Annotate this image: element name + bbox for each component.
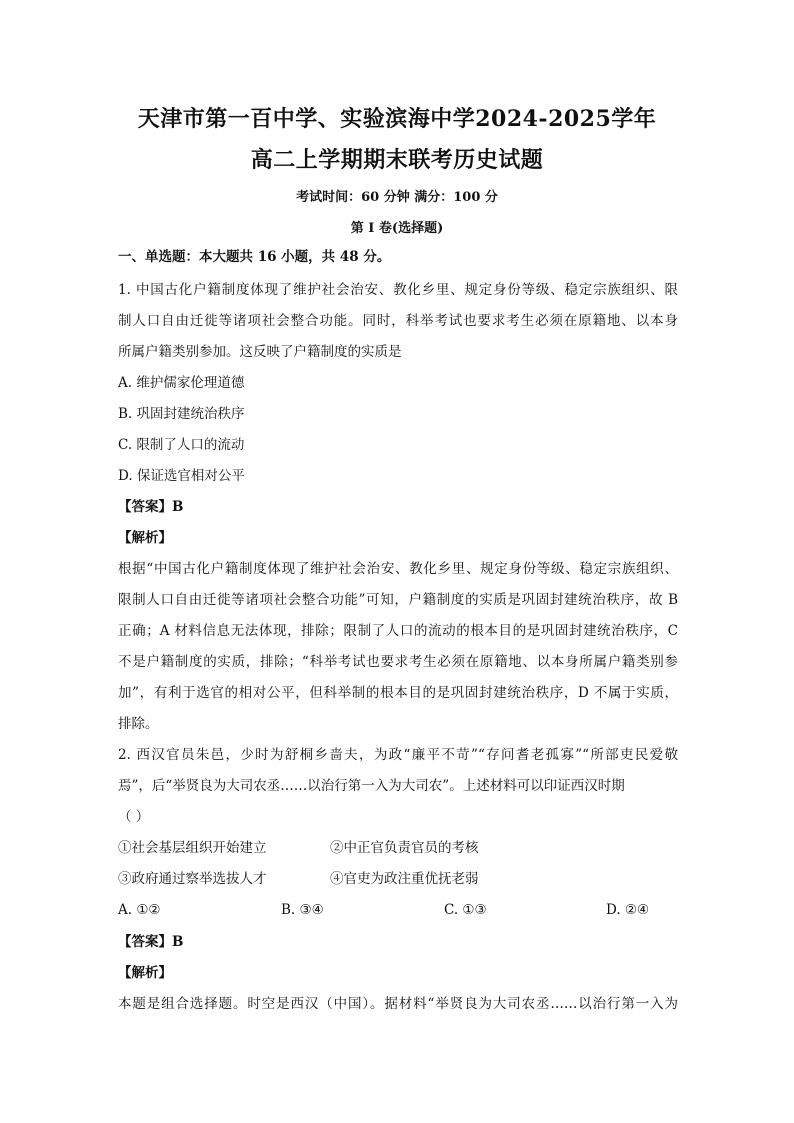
- section-heading: 一、单选题：本大题共 16 小题，共 48 分。: [118, 249, 391, 265]
- exam-title-line2: 高二上学期期末联考历史试题: [250, 147, 544, 173]
- q1-analysis-line: 不是户籍制度的实质，排除；“科举考试也要求考生必须在原籍地、以本身所属户籍类别参: [118, 654, 678, 670]
- q1-option-a: A. 维护儒家伦理道德: [118, 375, 245, 391]
- q1-analysis-line: 限制人口自由迁徙等诸项社会整合功能”可知，户籍制度的实质是巩固封建统治秩序，故 B: [118, 592, 678, 608]
- q2-item: ①社会基层组织开始建立: [118, 840, 267, 856]
- q2-stem-line: 2. 西汉官员朱邑，少时为舒桐乡啬夫，为政“廉平不苛”“存问耆老孤寡”“所部吏民爱敬: [118, 747, 678, 763]
- q1-analysis-line: 加”，有利于选官的相对公平，但科举制的根本目的是巩固封建统治秩序，D 不属于实质，: [118, 685, 678, 701]
- q2-analysis-label: 【解析】: [118, 965, 172, 981]
- q2-item: ③政府通过察举选拔人才: [118, 871, 267, 887]
- q2-option-c: C. ①③: [444, 902, 487, 918]
- q2-stem-line: （ ）: [118, 809, 150, 825]
- q2-item: ④官吏为政注重优抚老弱: [330, 871, 479, 887]
- q1-option-d: D. 保证选官相对公平: [118, 468, 245, 484]
- q1-option-c: C. 限制了人口的流动: [118, 437, 245, 453]
- q2-item: ②中正官负责官员的考核: [330, 840, 479, 856]
- q1-analysis-line: 根据“中国古化户籍制度体现了维护社会治安、教化乡里、规定身份等级、稳定宗族组织、: [118, 561, 678, 577]
- q2-stem-line: 焉”，后“举贤良为大司农丞……以治行第一入为大司农”。上述材料可以印证西汉时期: [118, 778, 625, 794]
- q2-answer: 【答案】B: [118, 934, 184, 950]
- q1-answer: 【答案】B: [118, 499, 184, 515]
- q1-analysis-line: 正确；A 材料信息无法体现，排除；限制了人口的流动的根本目的是巩固封建统治秩序，C: [118, 623, 678, 639]
- exam-title-line1: 天津市第一百中学、实验滨海中学2024-2025学年: [137, 106, 657, 132]
- volume-heading: 第 I 卷(选择题): [350, 221, 444, 236]
- q1-option-b: B. 巩固封建统治秩序: [118, 406, 245, 422]
- q1-stem-line: 所属户籍类别参加。这反映了户籍制度的实质是: [118, 344, 402, 360]
- q1-analysis-line: 排除。: [118, 716, 159, 732]
- q1-stem-line: 制人口自由迁徙等诸项社会整合功能。同时，科举考试也要求考生必须在原籍地、以本身: [118, 313, 678, 329]
- q1-analysis-label: 【解析】: [118, 530, 172, 546]
- q2-analysis-line: 本题是组合选择题。时空是西汉（中国）。据材料“举贤良为大司农丞……以治行第一入为: [118, 996, 678, 1012]
- q2-option-b: B. ③④: [281, 902, 324, 918]
- q2-option-a: A. ①②: [118, 902, 161, 918]
- q2-option-d: D. ②④: [606, 902, 650, 918]
- exam-info: 考试时间：60 分钟 满分：100 分: [296, 190, 498, 205]
- q1-stem-line: 1. 中国古化户籍制度体现了维护社会治安、教化乡里、规定身份等级、稳定宗族组织、限: [118, 282, 678, 298]
